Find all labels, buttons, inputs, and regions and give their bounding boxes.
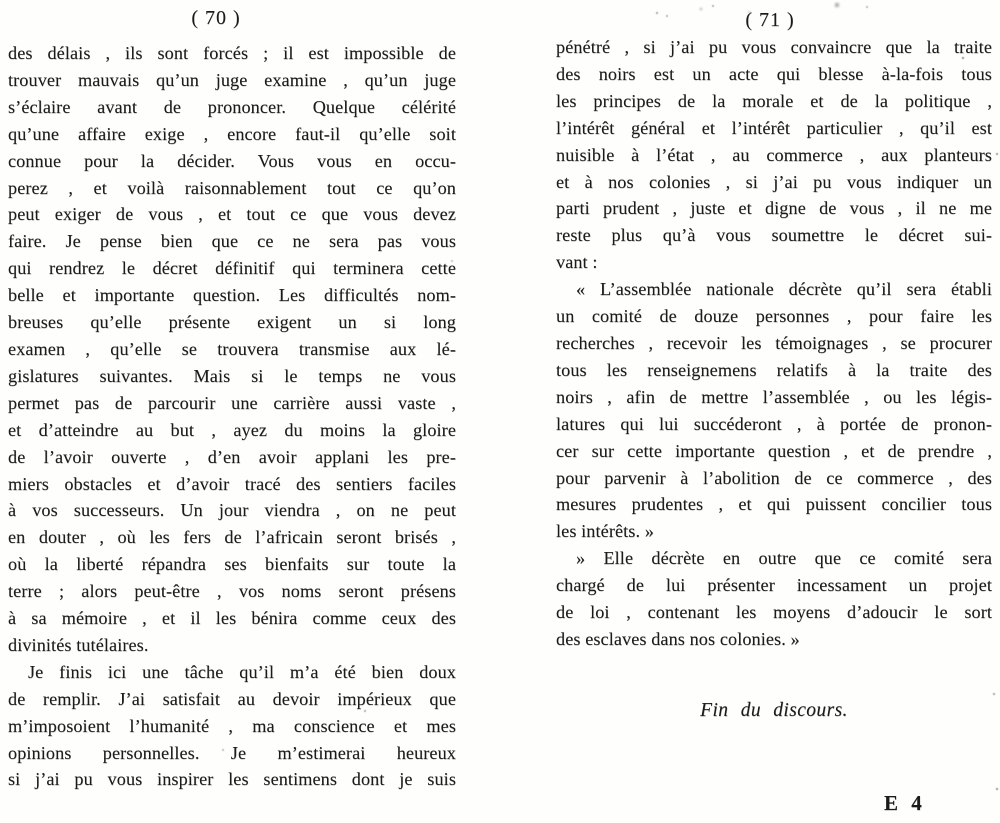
text-line: belle et importante question. Les difficultés nom- <box>8 285 456 306</box>
text-line: opinions personnelles. Je m’estimerai heureux <box>8 742 456 763</box>
text-line: si j’ai pu vous inspirer les sentimens dont je suis <box>8 769 456 790</box>
text-line: reste plus qu’à vous soumettre le décret sui- <box>556 225 992 246</box>
text-line: chargé de lui présenter incessament un projet <box>556 575 992 596</box>
text-line: vant : <box>556 252 598 273</box>
text-line: « L’assemblée nationale décrète qu’il sera établi <box>576 279 992 300</box>
text-line: latures qui lui succéderont , à portée de pronon- <box>556 413 992 434</box>
text-line: de remplir. J’ai satisfait au devoir impérieux que <box>8 688 456 709</box>
page-70-text-column <box>8 40 456 793</box>
scan-noise <box>0 0 2 2</box>
text-line: s’éclaire avant de prononcer. Quelque célérité <box>8 96 456 117</box>
text-line: tous les renseignemens relatifs à la traite des <box>556 359 992 380</box>
text-line: cer sur cette importante question , et de prendre , <box>556 440 992 461</box>
text-line: à sa mémoire , et il les bénira comme ceux des <box>8 608 456 629</box>
text-line: des noirs est un acte qui blesse à-la-fois tous <box>556 63 992 84</box>
text-line: et d’atteindre au but , ayez du moins la gloire <box>8 419 456 440</box>
text-line: m’imposoient l’humanité , ma conscience et mes <box>8 715 456 736</box>
text-line: de l’avoir ouverte , d’en avoir applani les pre- <box>8 446 456 467</box>
text-line: connue pour la décider. Vous vous en occu- <box>8 150 456 171</box>
text-line: pénétré , si j’ai pu vous convaincre que la traite <box>556 37 992 57</box>
text-line: qui rendrez le décret définitif qui terminera cette <box>8 258 456 279</box>
text-line: Je finis ici une tâche qu’il m’a été bien doux <box>28 661 456 682</box>
text-line: perez , et voilà raisonnablement tout ce qu’on <box>8 177 456 198</box>
text-line: trouver mauvais qu’un juge examine , qu’un juge <box>8 69 456 90</box>
text-line: » Elle décrète en outre que ce comité sera <box>576 548 992 569</box>
page-number-left: ( 70 ) <box>191 7 241 29</box>
text-line: l’intérêt général et l’intérêt particulier , qu’il est <box>556 117 992 138</box>
text-line: recherches , recevoir les témoignages , se procurer <box>556 332 992 353</box>
page-number-right: ( 71 ) <box>745 9 795 31</box>
text-line: mesures prudentes , et qui puissent concilier tous <box>556 494 992 515</box>
text-line: qu’une affaire exige , encore faut-il qu’elle soit <box>8 123 456 144</box>
text-line: examen , qu’elle se trouvera transmise aux lé- <box>8 338 456 359</box>
text-line: les intérêts. » <box>556 521 654 542</box>
text-line: breuses qu’elle présente exigent un si long <box>8 312 456 333</box>
end-of-speech-label: Fin du discours. <box>700 700 848 721</box>
text-line: pour parvenir à l’abolition de ce commerce , des <box>556 467 992 488</box>
text-line: parti prudent , juste et digne de vous , il ne me <box>556 198 992 219</box>
text-line: en douter , où les fers de l’africain seront brisés , <box>8 527 456 548</box>
text-line: divinités tutélaires. <box>8 634 149 655</box>
text-line: à vos successeurs. Un jour viendra , on ne peut <box>8 500 456 521</box>
signature-mark: E 4 <box>884 791 922 815</box>
page-71-text-column <box>556 34 992 653</box>
text-line: des esclaves dans nos colonies. » <box>556 628 800 649</box>
text-line: miers obstacles et d’avoir tracé des sentiers faciles <box>8 473 456 494</box>
text-line: peut exiger de vous , et tout ce que vous devez <box>8 204 456 225</box>
text-line: gislatures suivantes. Mais si le temps ne vous <box>8 365 456 386</box>
text-line: noirs , afin de mettre l’assemblée , ou les légis- <box>556 386 992 407</box>
text-line: terre ; alors peut-être , vos noms seront présens <box>8 581 456 602</box>
text-line: un comité de douze personnes , pour faire les <box>556 306 992 327</box>
text-line: de loi , contenant les moyens d’adoucir le sort <box>556 602 992 623</box>
text-line: où la liberté répandra ses bienfaits sur toute la <box>8 554 456 575</box>
text-line: des délais , ils sont forcés ; il est impossible de <box>8 43 456 63</box>
text-line: permet pas de parcourir une carrière aussi vaste , <box>8 392 456 413</box>
text-line: nuisible à l’état , au commerce , aux planteurs <box>556 144 992 165</box>
text-line: les principes de la morale et de la politique , <box>556 90 992 111</box>
text-line: et à nos colonies , si j’ai pu vous indiquer un <box>556 171 992 192</box>
text-line: faire. Je pense bien que ce ne sera pas vous <box>8 231 456 252</box>
